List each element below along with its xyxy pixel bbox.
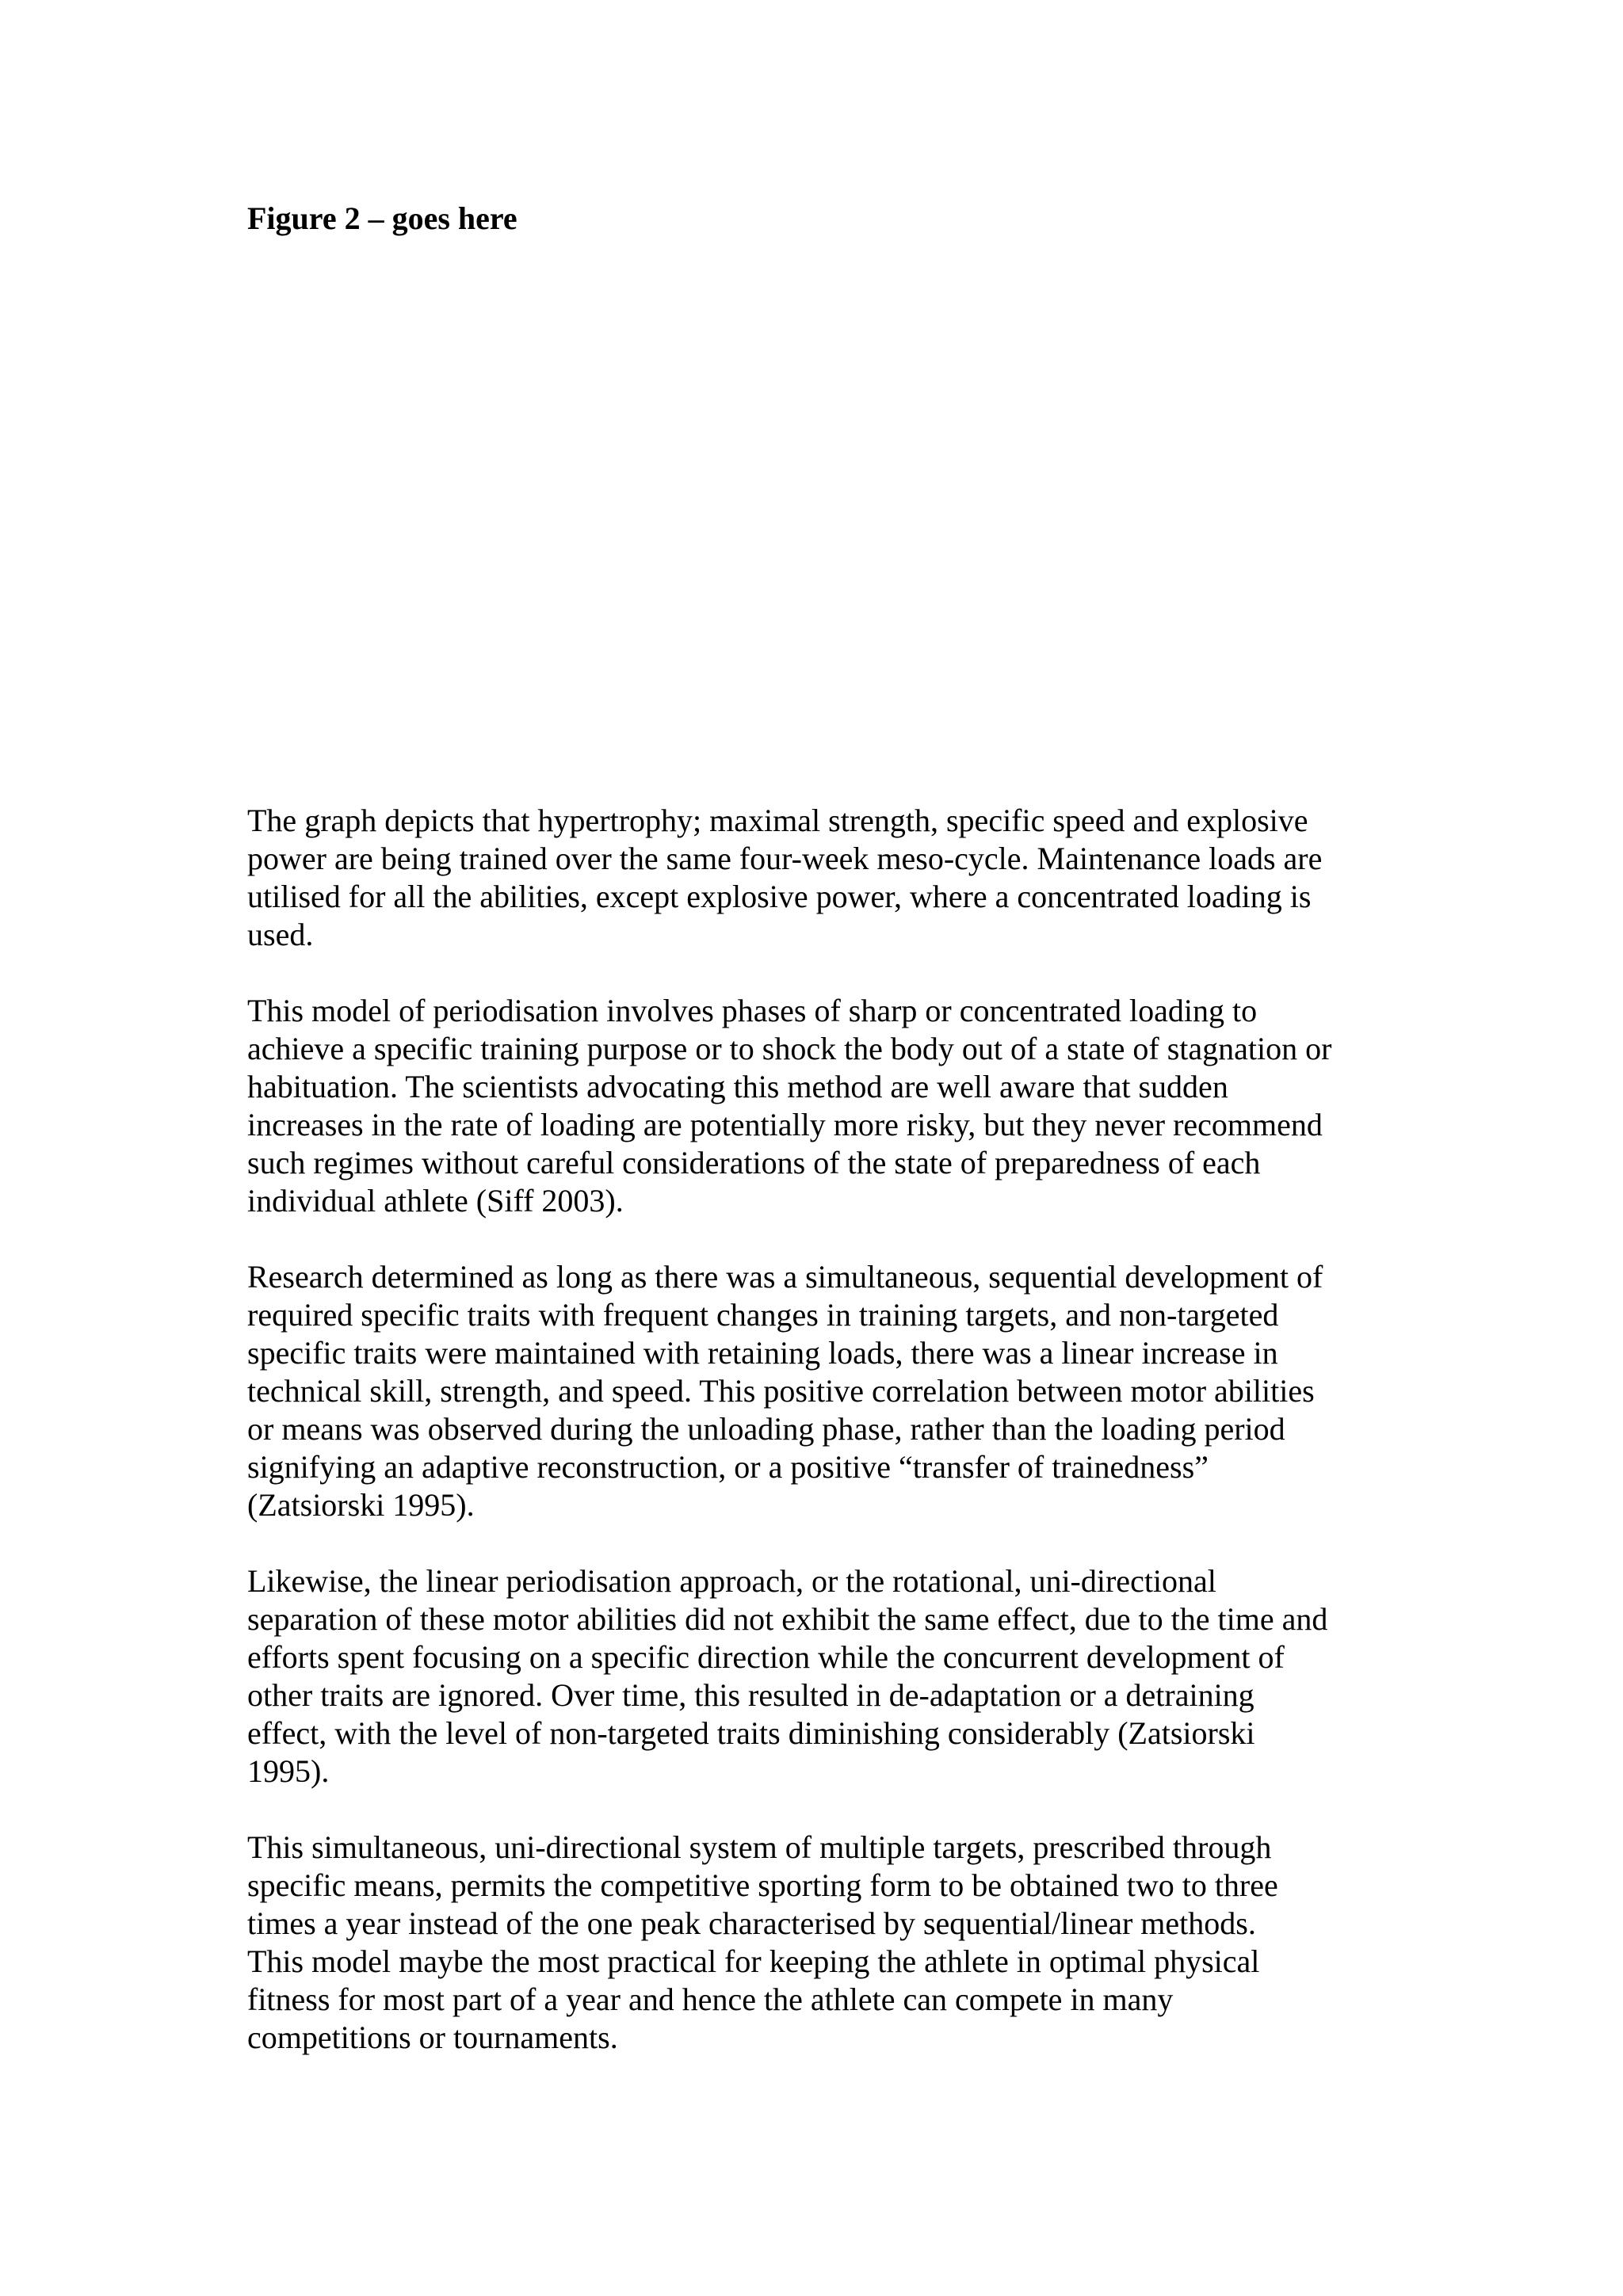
paragraph [247, 1562, 1388, 1791]
text-line: achieve a specific training purpose or to shock the body out of a state of stagnation or [247, 1031, 1332, 1066]
text-line: habituation. The scientists advocating this method are well aware that sudden [247, 1069, 1228, 1104]
text-line: effect, with the level of non-targeted traits diminishing considerably (Zatsiorski [247, 1715, 1255, 1751]
paragraph [247, 1829, 1388, 2057]
text-line: competitions or tournaments. [247, 2019, 618, 2055]
text-line: efforts spent focusing on a specific direction while the concurrent development of [247, 1639, 1285, 1675]
body-text [247, 802, 1388, 2095]
text-line: times a year instead of the one peak characterised by sequential/linear methods. [247, 1905, 1256, 1941]
text-line: utilised for all the abilities, except explosive power, where a concentrated loading is [247, 879, 1312, 914]
text-line: (Zatsiorski 1995). [247, 1487, 475, 1523]
figure-placeholder [247, 261, 1373, 784]
text-line: This model maybe the most practical for keeping the athlete in optimal physical [247, 1943, 1260, 1979]
text-line: Research determined as long as there was a simultaneous, sequential development of [247, 1259, 1323, 1295]
text-line: power are being trained over the same four-week meso-cycle. Maintenance loads are [247, 841, 1323, 876]
text-line: fitness for most part of a year and hence the athlete can compete in many [247, 1981, 1174, 2017]
text-line: This simultaneous, uni-directional system of multiple targets, prescribed through [247, 1829, 1272, 1865]
text-line: such regimes without careful considerations of the state of preparedness of each [247, 1145, 1261, 1180]
paragraph [247, 1258, 1388, 1524]
figure-caption: Figure 2 – goes here [247, 200, 517, 236]
text-line: required specific traits with frequent changes in training targets, and non-targeted [247, 1297, 1279, 1333]
paragraph [247, 802, 1388, 954]
paragraph [247, 992, 1388, 1220]
text-line: This model of periodisation involves phases of sharp or concentrated loading to [247, 993, 1258, 1028]
text-line: used. [247, 917, 314, 952]
text-line: individual athlete (Siff 2003). [247, 1183, 624, 1219]
text-line: specific traits were maintained with retaining loads, there was a linear increase in [247, 1335, 1278, 1371]
text-line: signifying an adaptive reconstruction, or a positive “transfer of trainedness” [247, 1449, 1209, 1485]
text-line: increases in the rate of loading are potentially more risky, but they never recommend [247, 1107, 1323, 1142]
text-line: specific means, permits the competitive sporting form to be obtained two to three [247, 1867, 1278, 1903]
text-line: other traits are ignored. Over time, this resulted in de-adaptation or a detraining [247, 1677, 1254, 1713]
text-line: technical skill, strength, and speed. This positive correlation between motor abilities [247, 1373, 1315, 1409]
text-line: The graph depicts that hypertrophy; maximal strength, specific speed and explosive [247, 803, 1308, 838]
text-line: separation of these motor abilities did not exhibit the same effect, due to the time and [247, 1601, 1328, 1637]
text-line: 1995). [247, 1753, 330, 1789]
text-line: or means was observed during the unloading phase, rather than the loading period [247, 1411, 1285, 1447]
text-line: Likewise, the linear periodisation approach, or the rotational, uni-directional [247, 1563, 1216, 1599]
